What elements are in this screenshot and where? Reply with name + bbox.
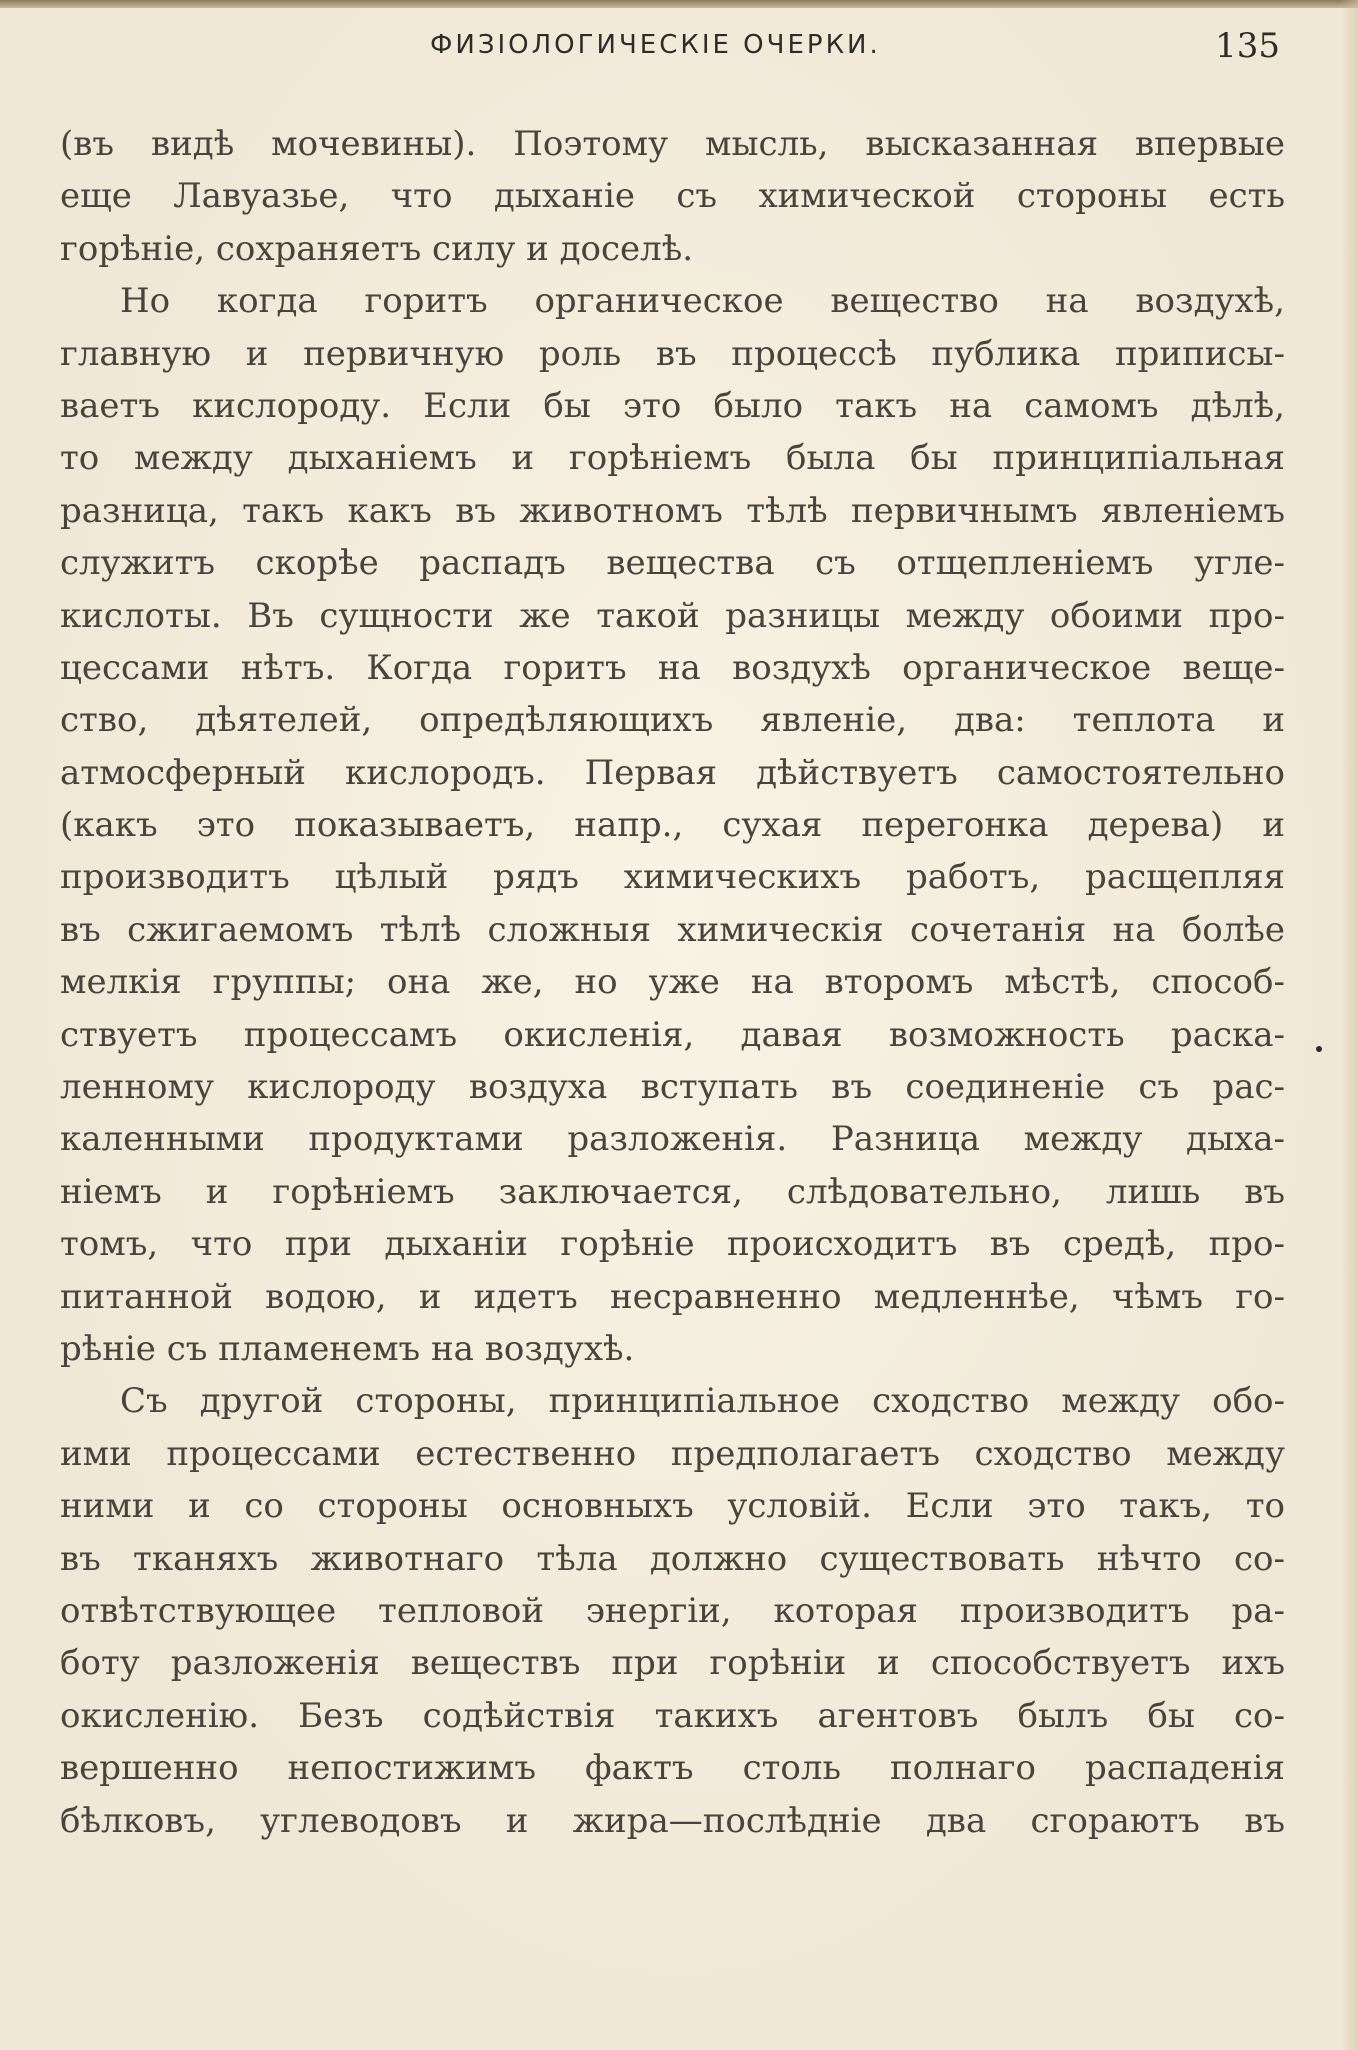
page-edge-shadow xyxy=(1340,0,1358,2050)
text-line: въ сжигаемомъ тѣлѣ сложныя химическія сочетанія на болѣе xyxy=(60,909,1285,950)
text-line: Но когда горитъ органическое вещество на воздухѣ, xyxy=(120,281,1285,322)
text-line: мелкія группы; она же, но уже на второмъ мѣстѣ, способ- xyxy=(60,962,1285,1003)
paragraph xyxy=(60,118,1285,275)
text-line: ствуетъ процессамъ окисленія, давая возможность раска- xyxy=(60,1014,1285,1055)
text-line: атмосферный кислородъ. Первая дѣйствуетъ самостоятельно xyxy=(60,752,1285,793)
text-line: томъ, что при дыханіи горѣніе происходитъ въ средѣ, про- xyxy=(60,1224,1285,1265)
text-line: бѣлковъ, углеводовъ и жира—послѣдніе два сгораютъ въ xyxy=(60,1800,1285,1841)
text-line: главную и первичную роль въ процессѣ публика приписы- xyxy=(60,333,1285,374)
text-line: производитъ цѣлый рядъ химическихъ работъ, расщепляя xyxy=(60,857,1285,898)
text-line: (какъ это показываетъ, напр., сухая перегонка дерева) и xyxy=(60,805,1285,846)
text-line: разница, такъ какъ въ животномъ тѣлѣ первичнымъ явленіемъ xyxy=(60,490,1285,531)
text-line: служитъ скорѣе распадъ вещества съ отщепленіемъ угле- xyxy=(60,543,1285,584)
paragraph xyxy=(60,1375,1285,1847)
text-line: ними и со стороны основныхъ условій. Если это такъ, то xyxy=(60,1486,1285,1527)
running-title: ФИЗІОЛОГИЧЕСКІЕ ОЧЕРКИ. xyxy=(430,30,881,60)
text-line: ніемъ и горѣніемъ заключается, слѣдовательно, лишь въ xyxy=(60,1171,1285,1212)
paragraph xyxy=(60,275,1285,1375)
page-header xyxy=(60,26,1280,70)
text-line: боту разложенія веществъ при горѣніи и способствуетъ ихъ xyxy=(60,1643,1285,1684)
text-line: ство, дѣятелей, опредѣляющихъ явленіе, два: теплота и xyxy=(60,700,1285,741)
body-text xyxy=(60,118,1285,1847)
text-line: ими процессами естественно предполагаетъ сходство между xyxy=(60,1433,1285,1474)
text-line: вершенно непостижимъ фактъ столь полнаго распаденія xyxy=(60,1748,1285,1789)
text-line: ваетъ кислороду. Если бы это было такъ на самомъ дѣлѣ, xyxy=(60,385,1285,426)
text-line: окисленію. Безъ содѣйствія такихъ агентовъ былъ бы со- xyxy=(60,1695,1285,1736)
text-line: каленными продуктами разложенія. Разница между дыха- xyxy=(60,1119,1285,1160)
text-line: отвѣтствующее тепловой энергіи, которая производитъ ра- xyxy=(60,1590,1285,1631)
ink-speck xyxy=(1316,1046,1322,1052)
text-line: питанной водою, и идетъ несравненно медленнѣе, чѣмъ го- xyxy=(60,1276,1285,1317)
text-line: ленному кислороду воздуха вступать въ соединеніе съ рас- xyxy=(60,1067,1285,1108)
text-line: въ тканяхъ животнаго тѣла должно существовать нѣчто со- xyxy=(60,1538,1285,1579)
text-line: рѣніе съ пламенемъ на воздухѣ. xyxy=(60,1328,635,1369)
page-top-edge xyxy=(0,0,1358,8)
text-line: кислоты. Въ сущности же такой разницы между обоими про- xyxy=(60,595,1285,636)
text-line: Съ другой стороны, принципіальное сходство между обо- xyxy=(120,1381,1285,1422)
text-line: то между дыханіемъ и горѣніемъ была бы принципіальная xyxy=(60,438,1285,479)
text-line: (въ видѣ мочевины). Поэтому мысль, высказанная впервые xyxy=(60,124,1285,164)
text-line: еще Лавуазье, что дыханіе съ химической стороны есть xyxy=(60,176,1285,217)
page-number: 135 xyxy=(1215,26,1280,66)
text-line: цессами нѣтъ. Когда горитъ на воздухѣ органическое веще- xyxy=(60,647,1285,688)
text-line: горѣніе, сохраняетъ силу и доселѣ. xyxy=(60,228,694,269)
